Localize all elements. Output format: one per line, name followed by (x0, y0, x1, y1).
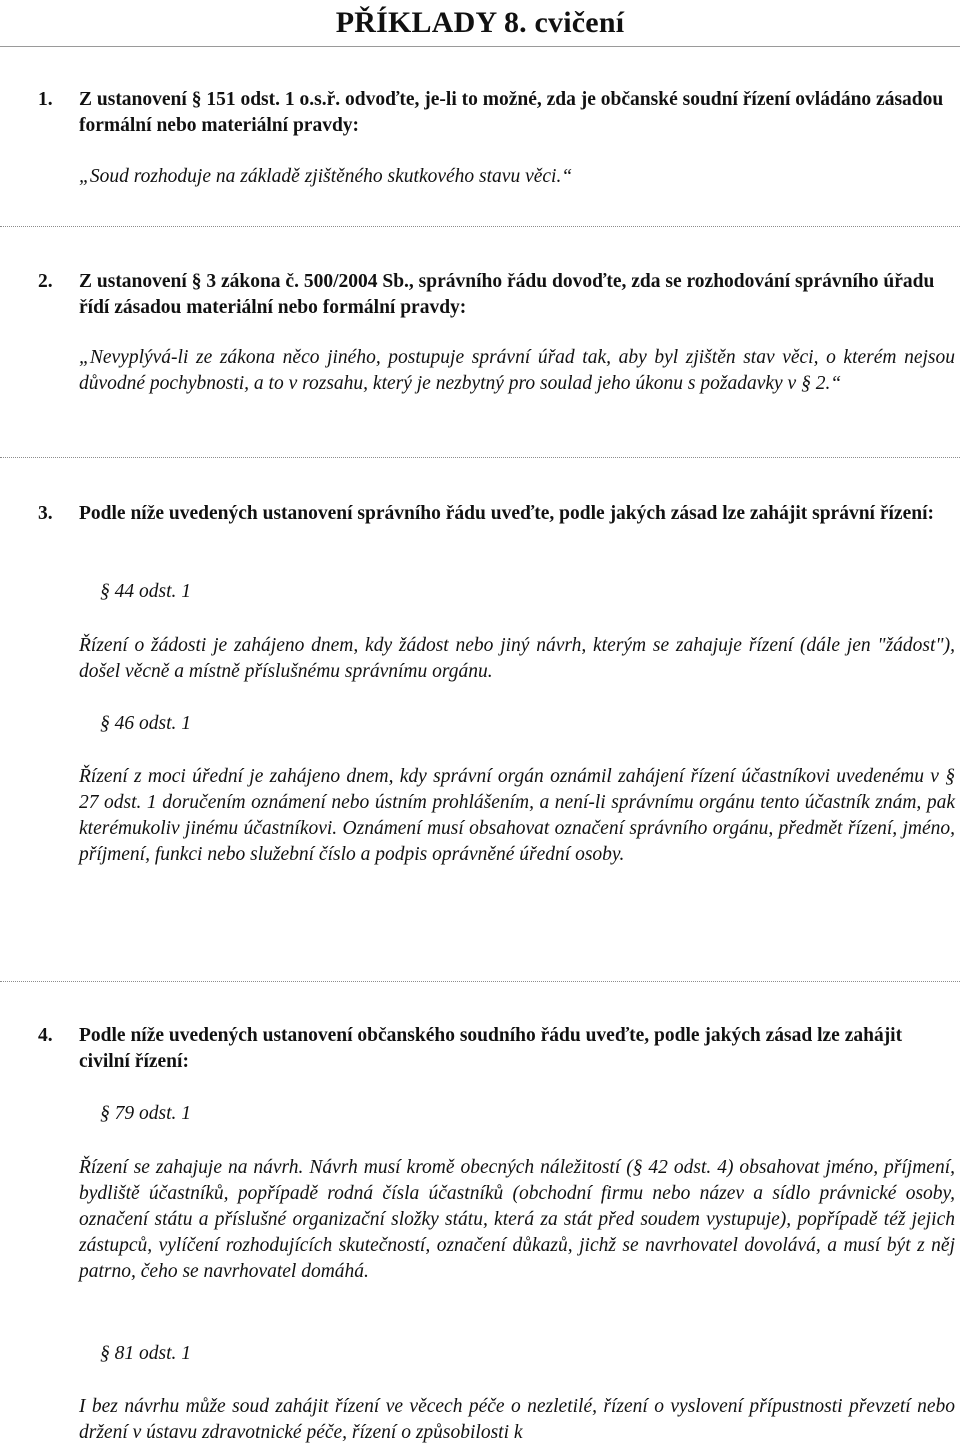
question-4-reference-2: § 81 odst. 1 (100, 1343, 192, 1364)
question-4-reference-1: § 79 odst. 1 (100, 1103, 192, 1124)
question-3-text: Podle níže uvedených ustanovení správního řádu uveďte, podle jakých zásad lze zahájit správní řízení: (79, 503, 934, 524)
question-2-quote: „Nevyplývá-li ze zákona něco jiného, postupuje správní úřad tak, aby byl zjištěn stav věci, o kterém nejsou důvodné pochybnosti, a to v rozsahu, který je nezbytný pro soulad jeho úkonu s požadavky v § 2.“ (79, 347, 955, 394)
question-1-text: Z ustanovení § 151 odst. 1 o.s.ř. odvoďte, je-li to možné, zda je občanské soudní řízení ovládáno zásadou formální nebo materiální pravdy: (79, 89, 944, 136)
separator-3 (0, 981, 960, 982)
question-4-paragraph-1: Řízení se zahajuje na návrh. Návrh musí kromě obecných náležitostí (§ 42 odst. 4) obsahovat jméno, příjmení, bydliště účastníků, popřípadě rodná čísla účastníků (obchodní firmu nebo název a sídlo právnické osoby, označení státu a příslušné organizační složky státu, která za stát před soudem vystupuje), popřípadě též jejich zástupců, vylíčení rozhodujících skutečností, označení důkazů, jichž se navrhovatel dovolává, a musí být z něj patrno, čeho se navrhovatel domáhá. (79, 1157, 955, 1282)
question-2-number: 2. (38, 271, 53, 292)
title-bar (0, 0, 960, 47)
question-3-paragraph-1: Řízení o žádosti je zahájeno dnem, kdy žádost nebo jiný návrh, kterým se zahajuje řízení (dále jen "žádost"), došel věcně a místně příslušnému správnímu orgánu. (79, 635, 955, 682)
question-2-text: Z ustanovení § 3 zákona č. 500/2004 Sb., správního řádu dovoďte, zda se rozhodování správního úřadu řídí zásadou materiální nebo formální pravdy: (79, 271, 935, 318)
question-1-quote: „Soud rozhoduje na základě zjištěného skutkového stavu věci.“ (79, 166, 573, 187)
separator-1 (0, 226, 960, 227)
question-4-text: Podle níže uvedených ustanovení občanského soudního řádu uveďte, podle jakých zásad lze zahájit civilní řízení: (79, 1025, 903, 1072)
separator-2 (0, 457, 960, 458)
question-3-reference-2: § 46 odst. 1 (100, 713, 192, 734)
page-title: PŘÍKLADY 8. cvičení (335, 6, 625, 39)
question-3-reference-1: § 44 odst. 1 (100, 581, 192, 602)
question-3-paragraph-2: Řízení z moci úřední je zahájeno dnem, kdy správní orgán oznámil zahájení řízení účastníkovi uvedenému v § 27 odst. 1 doručením oznámení nebo ústním prohlášením, a není-li správnímu orgánu tento účastník znám, pak kterémukoliv jinému účastníkovi. Oznámení musí obsahovat označení správního orgánu, předmět řízení, jméno, příjmení, funkci nebo služební číslo a podpis oprávněné úřední osoby. (79, 766, 955, 865)
question-4-number: 4. (38, 1025, 53, 1046)
question-3-number: 3. (38, 503, 53, 524)
question-4-paragraph-2: I bez návrhu může soud zahájit řízení ve věcech péče o nezletilé, řízení o vyslovení přípustnosti převzetí nebo držení v ústavu zdravotnické péče, řízení o způsobilosti k (79, 1396, 955, 1443)
question-1-number: 1. (38, 89, 53, 110)
